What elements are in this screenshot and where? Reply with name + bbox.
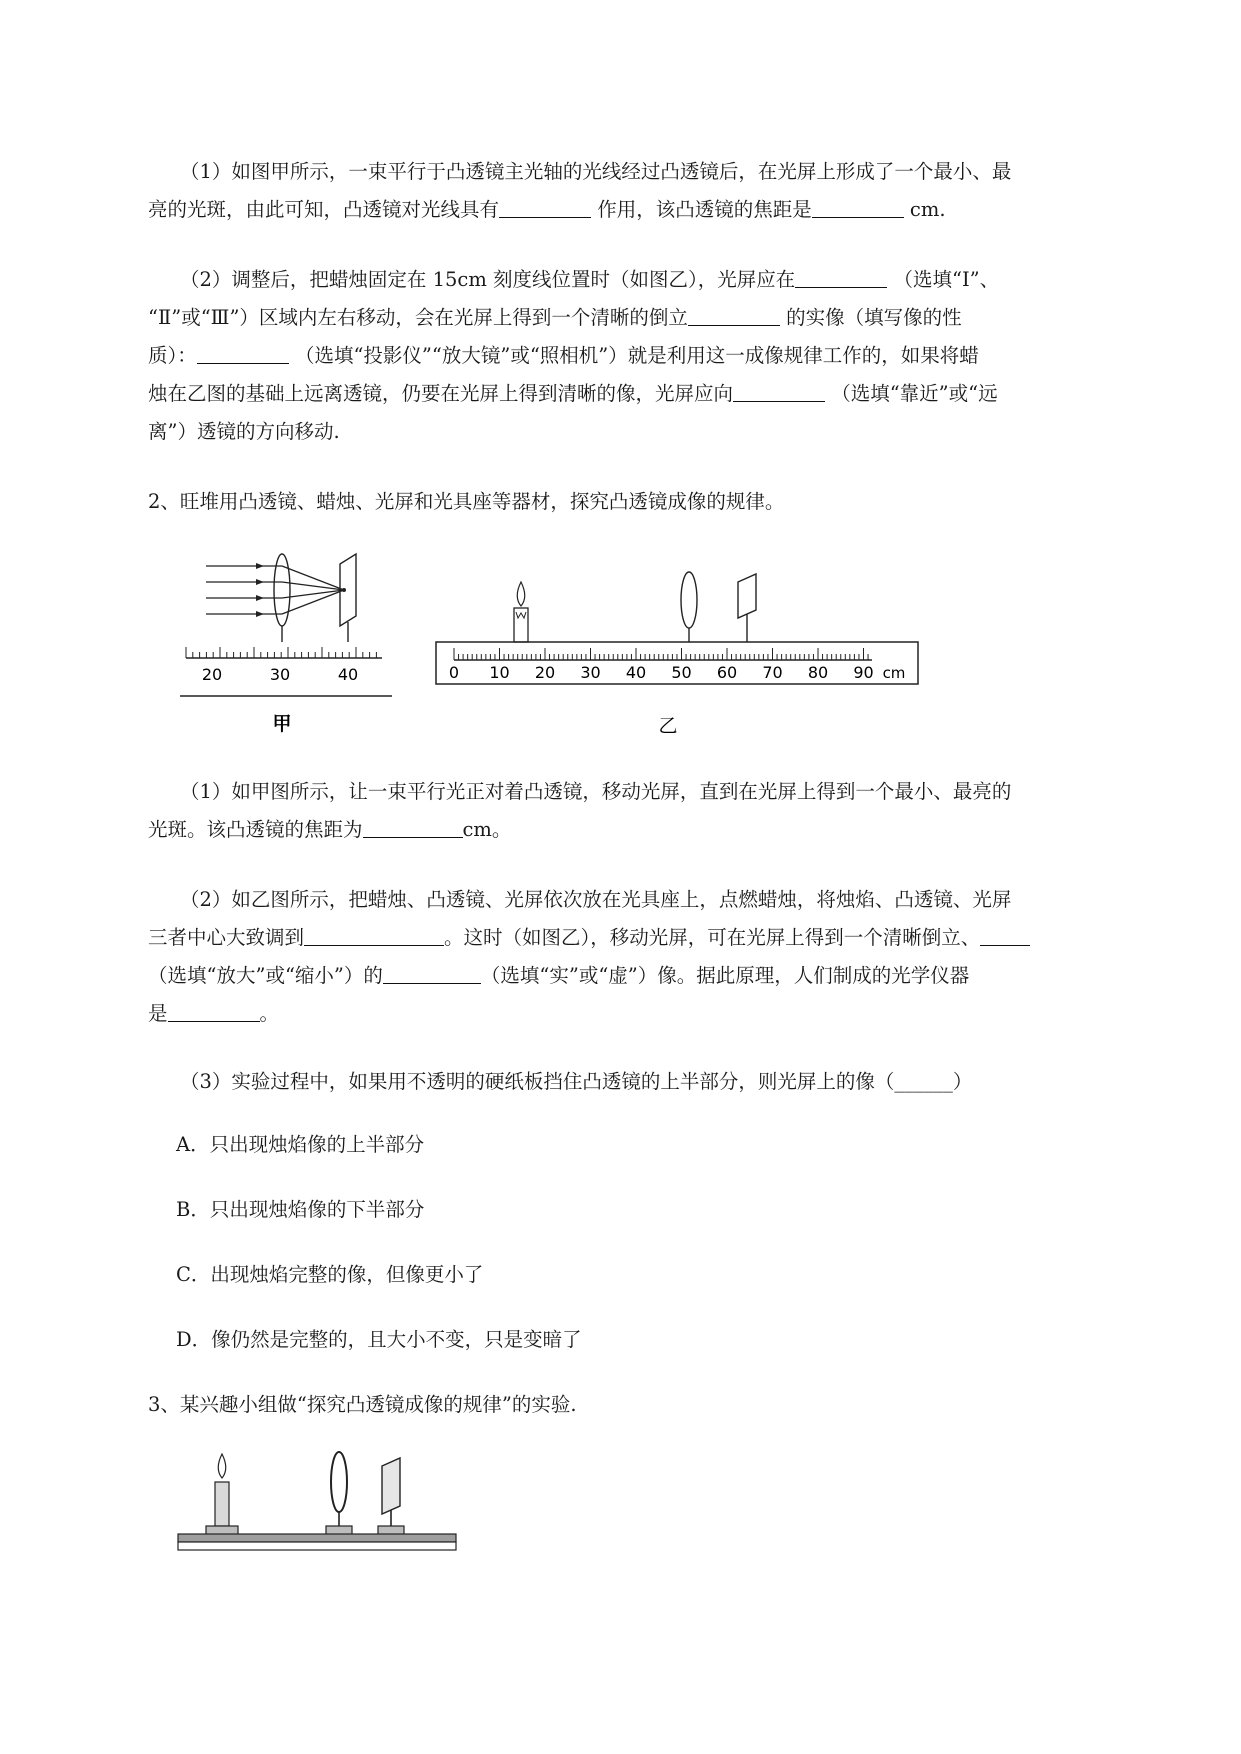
answer-blank[interactable]: [812, 199, 904, 218]
figure-caption: 乙: [658, 715, 678, 737]
ruler-jia: [186, 647, 382, 658]
candle: [206, 1454, 238, 1538]
q2-stem: 2、旺堆用凸透镜、蜡烛、光屏和光具座等器材，探究凸透镜成像的规律。: [148, 490, 785, 513]
tick-label: 30: [269, 665, 291, 684]
answer-blank[interactable]: [795, 269, 887, 288]
focal-spot: [342, 588, 346, 592]
q2-part3: （3）实验过程中，如果用不透明的硬纸板挡住凸透镜的上半部分，则光屏上的像（______）: [180, 1070, 973, 1093]
tick-label: 40: [337, 665, 359, 684]
tick-label: 90: [853, 663, 874, 682]
answer-blank[interactable]: [980, 927, 1030, 946]
answer-blank[interactable]: [733, 383, 825, 402]
tick-label: 50: [671, 663, 692, 682]
tick-label: 70: [762, 663, 783, 682]
answer-blank[interactable]: [197, 345, 289, 364]
q2-part2-line1: （2）如乙图所示，把蜡烛、凸透镜、光屏依次放在光具座上，点燃蜡烛，将烛焰、凸透镜、光屏: [180, 888, 1012, 911]
tick-label: 20: [534, 663, 556, 682]
ruler-yi: [454, 648, 872, 660]
candle: [514, 582, 528, 642]
answer-blank[interactable]: [688, 307, 780, 326]
answer-blank[interactable]: [499, 199, 591, 218]
q2-part2-line3: （选填“放大”或“缩小”）的 （选填“实”或“虚”）像。据此原理，人们制成的光学仪器: [148, 964, 970, 987]
tick-label: 20: [201, 665, 223, 684]
light-screen: [738, 574, 756, 618]
answer-blank[interactable]: [304, 927, 444, 946]
q1-part1-line1: （1）如图甲所示，一束平行于凸透镜主光轴的光线经过凸透镜后，在光屏上形成了一个最小、最: [180, 160, 1012, 183]
figure-jia: [170, 548, 410, 738]
answer-blank[interactable]: [363, 819, 463, 838]
q3-stem: 3、某兴趣小组做“探究凸透镜成像的规律”的实验.: [148, 1393, 577, 1416]
tick-label: 0: [448, 663, 460, 682]
lens-holder: [326, 1452, 352, 1538]
q1-part2-line5: 离”）透镜的方向移动.: [148, 420, 340, 443]
q2-part2-line2: 三者中心大致调到 。这时（如图乙），移动光屏，可在光屏上得到一个清晰倒立、: [148, 926, 1030, 950]
option-d[interactable]: D．像仍然是完整的，且大小不变，只是变暗了: [176, 1328, 582, 1351]
optical-rail: [178, 1534, 456, 1550]
q1-part1-line2: 亮的光斑，由此可知，凸透镜对光线具有 作用，该凸透镜的焦距是 cm.: [148, 198, 946, 221]
answer-blank[interactable]: [168, 1003, 260, 1022]
option-a[interactable]: A．只出现烛焰像的上半部分: [176, 1133, 425, 1156]
answer-blank[interactable]: [383, 965, 481, 984]
tick-label: 30: [580, 663, 601, 682]
tick-label: 60: [716, 663, 738, 682]
q2-part1-line1: （1）如甲图所示，让一束平行光正对着凸透镜，移动光屏，直到在光屏上得到一个最小、最亮的: [180, 780, 1012, 803]
tick-label: 80: [807, 663, 829, 682]
convex-lens: [681, 572, 697, 628]
light-screen: [378, 1458, 404, 1538]
q1-part2-line2: “Ⅱ”或“Ⅲ”）区域内左右移动，会在光屏上得到一个清晰的倒立 的实像（填写像的性: [148, 306, 962, 329]
option-c[interactable]: C．出现烛焰完整的像，但像更小了: [176, 1263, 484, 1286]
figure-yi: [432, 560, 922, 740]
q1-part2-line4: 烛在乙图的基础上远离透镜，仍要在光屏上得到清晰的像，光屏应向 （选填“靠近”或“远: [148, 382, 998, 405]
unit-label: cm: [882, 664, 906, 682]
tick-label: 40: [625, 663, 647, 682]
arrowheads: [256, 563, 264, 617]
convex-lens: [274, 554, 290, 626]
q1-part2-line1: （2）调整后，把蜡烛固定在 15cm 刻度线位置时（如图乙），光屏应在 （选填“Ⅰ”、: [180, 268, 1000, 291]
q2-part2-line4: 是 。: [148, 1002, 280, 1025]
figure-bench: [172, 1448, 462, 1570]
q1-part2-line3: 质）： （选填“投影仪”“放大镜”或“照相机”）就是利用这一成像规律工作的，如果将蜡: [148, 344, 979, 367]
option-b[interactable]: B．只出现烛焰像的下半部分: [176, 1198, 425, 1221]
tick-label: 10: [489, 663, 510, 682]
figure-caption: 甲: [272, 713, 292, 735]
q2-part1-line2: 光斑。该凸透镜的焦距为 cm。: [148, 818, 512, 841]
